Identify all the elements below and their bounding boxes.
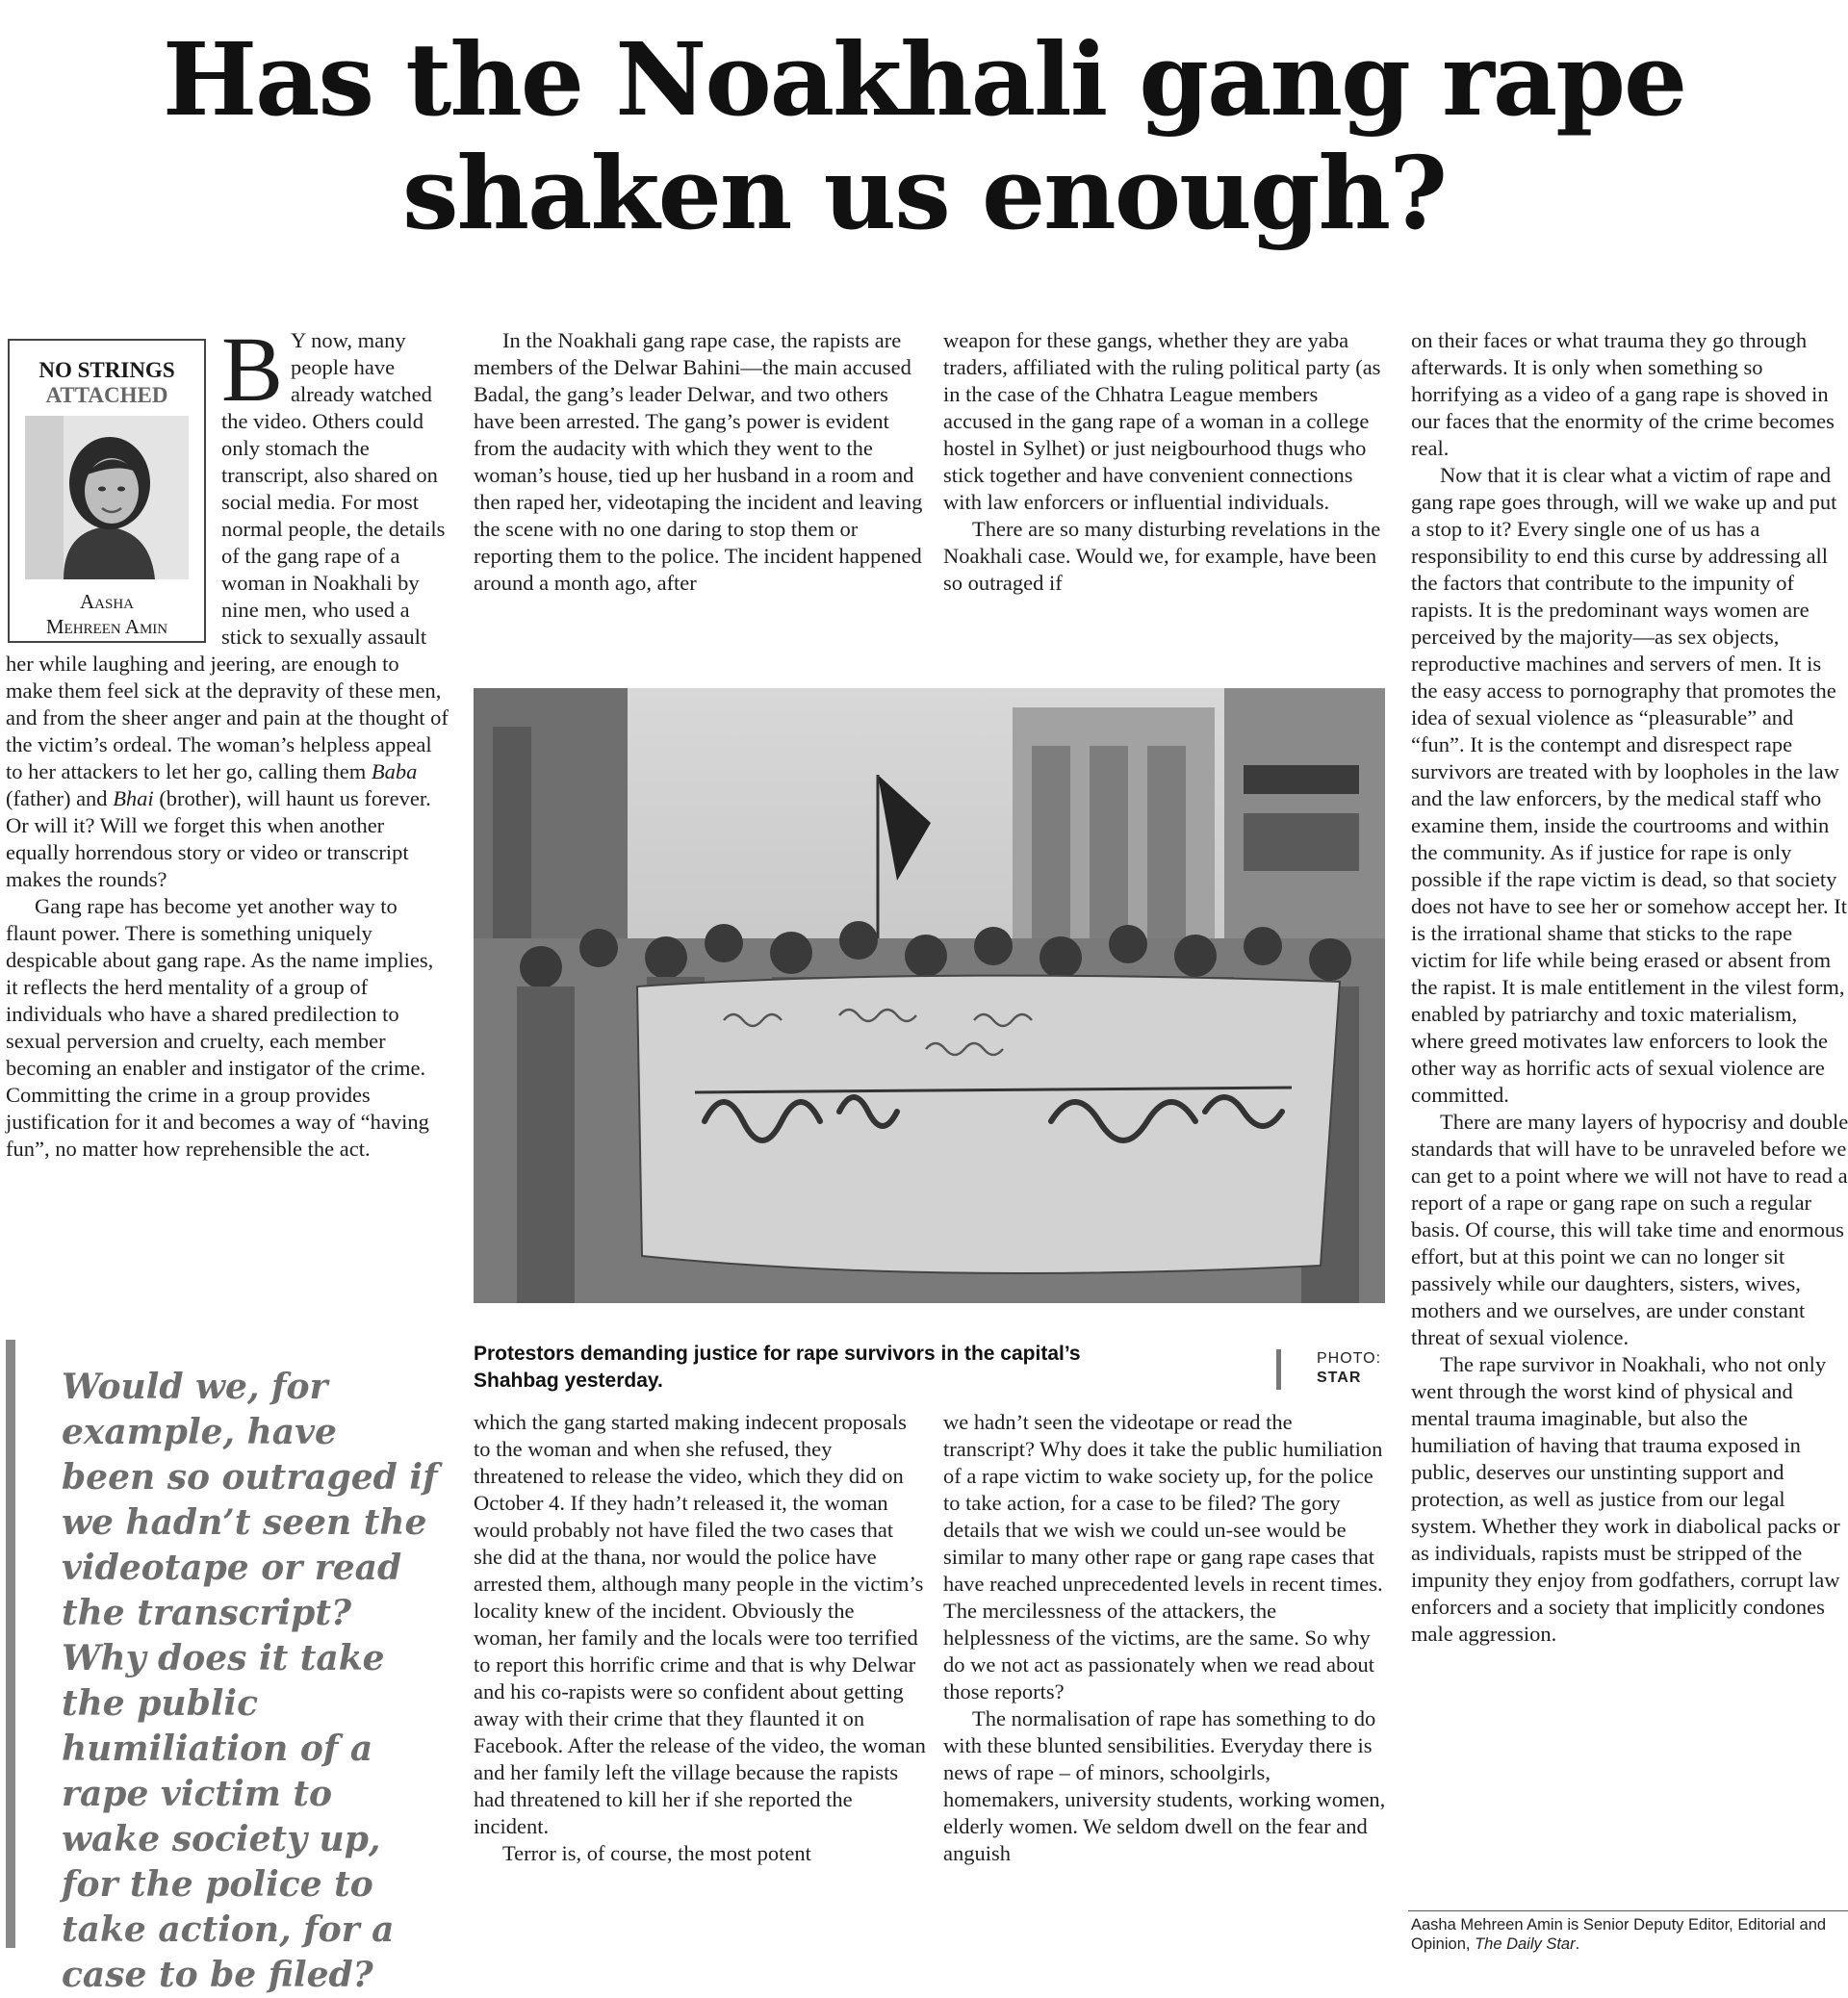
paragraph: Now that it is clear what a victim of rape and gang rape goes through, will we wake up and put a stop to it? Every single one of us has a responsibility to end this curse by addressing all the factors that contribute to the impunity of rapists. It is the predominant ways women are perceived by the majority—as sex objects, reproductive machines and servers of men. It is the easy access to pornography that promotes the idea of sexual violence as “pleasurable” and “fun”. It is the contempt and disrespect rape survivors are treated with by loopholes in the law and the law enforcers, by the medical staff who examine them, inside the courtrooms and within the community. As if justice for rape is only possible if the rape victim is dead, so that society does not have to see her or somehow accept her. It is the irrational shame that sticks to the rape victim for life while being erased or absent from the rapist. It is male entitlement in the vilest form, enabled by patriarchy and toxic materialism, where greed motivates law enforcers to look the other way as horrific acts of sexual violence are committed.	[1411, 463, 1847, 1107]
drop-cap: B	[221, 318, 284, 421]
article-column-2-bottom	[474, 1409, 926, 1867]
column-kicker-sub: ATTACHED	[45, 383, 168, 407]
paragraph: Gang rape has become yet another way to flaunt power. There is something uniquely despicable about gang rape. As the name implies, it reflects the herd mentality of a group of individuals who have a shared predilection to sexual perversion and cruelty, each member becoming an enabler and instigator of the crime. Committing the crime in a group provides justification for it and becomes a way of “having fun”, no matter how reprehensible the act.	[6, 894, 434, 1161]
headline	[0, 20, 1848, 252]
paragraph: B Y now, many people have already watched the video. Others could only stomach the transcript, also shared on social media. For most normal people, the details of the gang rape of a woman in Noakhali by nine men, who used a stick to sexually assault her while laughing and jeering, are enough to make them feel sick at the depravity of these men, and from the sheer anger and pain at the thought of the victim’s ordeal. The woman’s helpless appeal to her attackers to let her go, calling them Baba (father) and Bhai (brother), will haunt us forever. Or will it? Will we forget this when another equally horrendous story or video or transcript makes the rounds?	[6, 318, 449, 891]
paragraph: In the Noakhali gang rape case, the rapists are members of the Delwar Bahini—the main accused Badal, the gang’s leader Delwar, and two others have been arrested. The gang’s power is evident from the audacity with which they went to the woman’s house, tied up her husband in a room and then raped her, videotaping the incident and leaving the scene with no one daring to stop them or reporting them to the police. The incident happened around a month ago, after	[474, 328, 923, 595]
article-column-4	[1411, 327, 1848, 1648]
author-bio: Aasha Mehreen Amin is Senior Deputy Editor, Editorial and Opinion, The Daily Star.	[1411, 1916, 1827, 1953]
article-column-3-bottom	[943, 1409, 1386, 1867]
bio-divider	[1408, 1910, 1848, 1911]
article-column-2-top	[474, 327, 926, 597]
author-name: Aasha Mehreen Amin	[45, 590, 168, 638]
column-kicker: NO STRINGS	[38, 358, 175, 382]
paragraph: The normalisation of rape has something to do with these blunted sensibilities. Everyday there is news of rape – of minors, schoolgirls, homemakers, university students, working women, elderly women. We seldom dwell on the fear and anguish	[943, 1706, 1386, 1865]
photo-caption: Protestors demanding justice for rape survivors in the capital’s Shahbag yesterday.	[474, 1343, 1081, 1392]
paragraph: There are so many disturbing revelations in the Noakhali case. Would we, for example, have been so outraged if	[943, 517, 1381, 595]
protest-photo	[474, 688, 1385, 1303]
headline-line-2: shaken us enough?	[402, 134, 1446, 252]
photo-credit: PHOTO: STAR	[1317, 1350, 1382, 1386]
pull-quote: Would we, for example, have been so outraged if we hadn’t seen the videotape or read the transcript? Why does it take the public humiliation of a rape victim to wake society up, for the police to take action, for a case to be filed?	[62, 1367, 438, 1995]
paragraph: The rape survivor in Noakhali, who not only went through the worst kind of physical and mental trauma imaginable, but also the humiliation of having that trauma exposed in public, deserves our unstinting support and protection, as well as justice from our legal system. Whether they work in diabolical packs or as individuals, rapists must be stripped of the impunity they enjoy from godfathers, corrupt law enforcers and a society that implicitly condones male aggression.	[1411, 1352, 1840, 1646]
paragraph: Terror is, of course, the most potent	[502, 1841, 811, 1865]
credit-divider	[1276, 1349, 1281, 1390]
pull-quote-bar	[6, 1340, 15, 1948]
paragraph: There are many layers of hypocrisy and double standards that will have to be unraveled before we can get to a point where we will not have to read a report of a rape or gang rape on such a regular basis. Of course, this will take time and enormous effort, but at this point we can no longer sit passively while our daughters, sisters, wives, mothers and we ourselves, are under constant threat of sexual violence.	[1411, 1110, 1848, 1349]
headline-line-1: Has the Noakhali gang rape	[162, 20, 1686, 139]
author-portrait	[25, 416, 189, 579]
article-column-3-top	[943, 327, 1386, 597]
paragraph: which the gang started making indecent proposals to the woman and when she refused, they threatened to release the video, which they did on October 4. If they hadn’t released it, the woman would probably not have filed the two cases that she did at the thana, nor would the police have arrested them, although many people in the victim’s locality knew of the incident. Obviously the woman, her family and the locals were too terrified to report this horrific crime and that is why Delwar and his co-rapists were so confident about getting away with their crime that they flaunted it on Facebook. After the release of the video, the woman and her family left the village because the rapists had threatened to kill her if she reported the incident.	[474, 1410, 926, 1838]
paragraph: weapon for these gangs, whether they are yaba traders, affiliated with the ruling political party (as in the case of the Chhatra League members accused in the gang rape of a woman in a college hostel in Sylhet) or just neigbourhood thugs who stick together and have convenient connections with law enforcers or influential individuals.	[943, 328, 1381, 514]
paragraph: on their faces or what trauma they go through afterwards. It is only when something so horrifying as a video of a gang rape is shoved in our faces that the enormity of the crime becomes real.	[1411, 328, 1835, 460]
paragraph: we hadn’t seen the videotape or read the transcript? Why does it take the public humiliation of a rape victim to wake society up, for the police to take action, for a case to be filed? The gory details that we wish we could un-see would be similar to many other rape or gang rape cases that have reached unprecedented levels in recent times. The mercilessness of the attackers, the helplessness of the victims, are the same. So why do we not act as passionately when we read about those reports?	[943, 1410, 1383, 1703]
column-author-box	[8, 339, 206, 643]
